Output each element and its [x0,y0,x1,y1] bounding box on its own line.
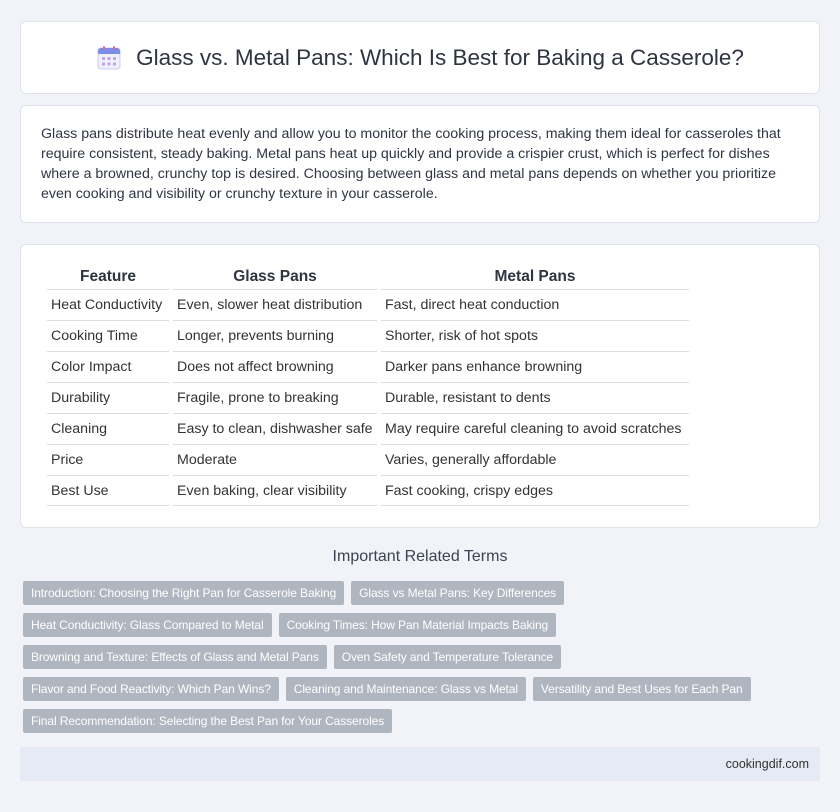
glass-cell: Does not affect browning [173,351,377,382]
feature-cell: Color Impact [47,351,169,382]
header-glass-pans: Glass Pans [233,268,317,285]
feature-cell: Cleaning [47,413,169,444]
intro-card [20,105,820,223]
metal-cell: Shorter, risk of hot spots [381,320,689,351]
intro-paragraph: Glass pans distribute heat evenly and allow you to monitor the cooking process, making them ideal for casseroles that require consistent, steady baking. Metal pans heat up quickly and provide a crispier crust, which is perfect for dishes where a browned, crunchy top is desired. Choosing between glass and metal pans depends on whether you prioritize even cooking and visibility or crunchy texture in your casserole. [41,126,781,202]
table-row [47,413,689,444]
table-header-row [47,265,689,289]
related-term-tag[interactable]: Oven Safety and Temperature Tolerance [334,645,561,669]
comparison-table-card [20,244,820,528]
tag-row [23,677,813,701]
metal-cell: Durable, resistant to dents [381,382,689,413]
tag-row [23,709,813,733]
glass-cell: Fragile, prone to breaking [173,382,377,413]
header-content [96,45,744,71]
header-card [20,21,820,94]
table-row [47,382,689,413]
metal-cell: Fast cooking, crispy edges [381,475,689,506]
metal-cell: May require careful cleaning to avoid scratches [381,413,689,444]
footer [20,747,820,781]
glass-cell: Easy to clean, dishwasher safe [173,413,377,444]
table-row [47,475,689,506]
tag-row [23,613,813,637]
related-term-tag[interactable]: Cooking Times: How Pan Material Impacts Baking [279,613,557,637]
feature-cell: Durability [47,382,169,413]
header-metal-pans: Metal Pans [494,268,576,285]
glass-cell: Longer, prevents burning [173,320,377,351]
related-term-tag[interactable]: Introduction: Choosing the Right Pan for Casserole Baking [23,581,344,605]
metal-cell: Varies, generally affordable [381,444,689,475]
feature-cell: Best Use [47,475,169,506]
related-term-tag[interactable]: Heat Conductivity: Glass Compared to Metal [23,613,272,637]
glass-cell: Moderate [173,444,377,475]
related-terms-list [23,581,813,741]
feature-cell: Heat Conductivity [47,289,169,320]
table-row [47,289,689,320]
tag-row [23,645,813,669]
related-term-tag[interactable]: Versatility and Best Uses for Each Pan [533,677,751,701]
comparison-table [43,265,693,506]
table-row [47,351,689,382]
related-term-tag[interactable]: Cleaning and Maintenance: Glass vs Metal [286,677,526,701]
related-term-tag[interactable]: Glass vs Metal Pans: Key Differences [351,581,564,605]
feature-cell: Cooking Time [47,320,169,351]
related-terms-heading: Important Related Terms [332,548,508,565]
glass-cell: Even baking, clear visibility [173,475,377,506]
page-title: Glass vs. Metal Pans: Which Is Best for Baking a Casserole? [136,44,744,70]
header-feature: Feature [80,268,136,285]
table-row [47,320,689,351]
table-row [47,444,689,475]
metal-cell: Darker pans enhance browning [381,351,689,382]
related-term-tag[interactable]: Browning and Texture: Effects of Glass and Metal Pans [23,645,327,669]
related-term-tag[interactable]: Flavor and Food Reactivity: Which Pan Wins? [23,677,279,701]
calendar-icon [96,45,122,71]
feature-cell: Price [47,444,169,475]
related-term-tag[interactable]: Final Recommendation: Selecting the Best Pan for Your Casseroles [23,709,392,733]
glass-cell: Even, slower heat distribution [173,289,377,320]
footer-site-link[interactable]: cookingdif.com [725,757,809,771]
metal-cell: Fast, direct heat conduction [381,289,689,320]
tag-row [23,581,813,605]
